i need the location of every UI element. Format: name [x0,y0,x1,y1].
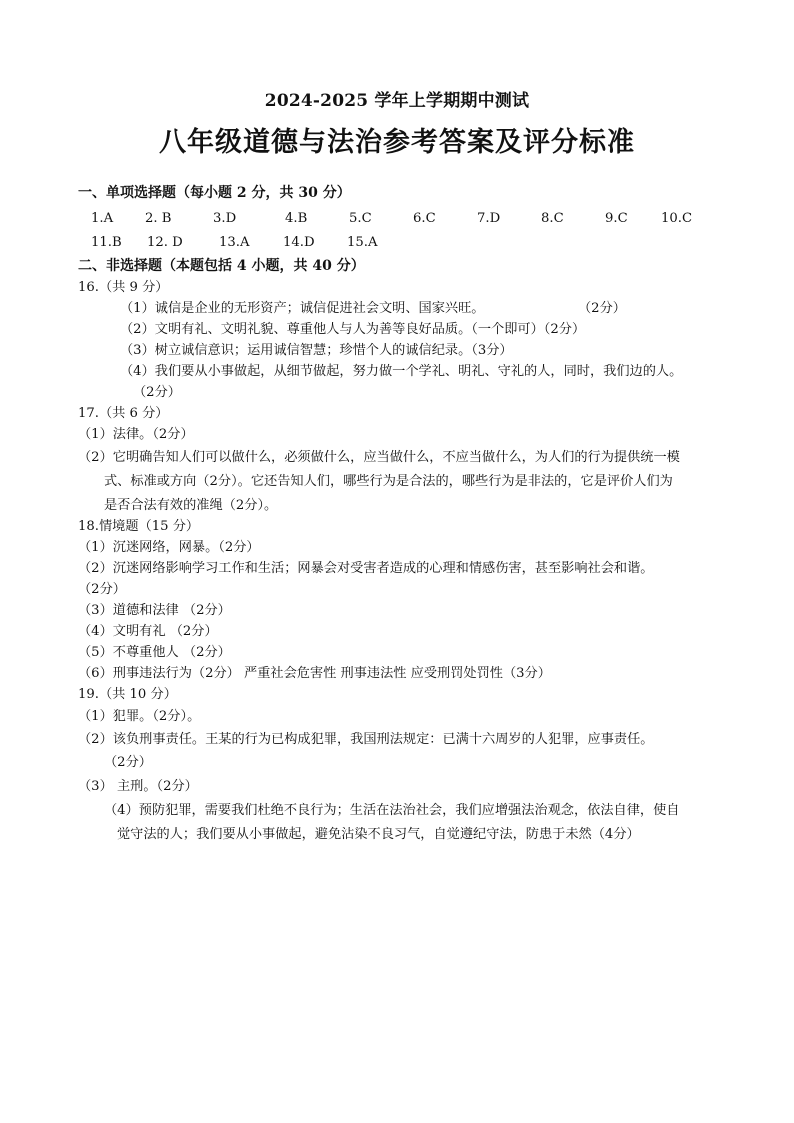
answer-line: （2分） [104,755,152,770]
answer-item: 14.D [283,235,315,250]
answer-line: （4）预防犯罪，需要我们杜绝不良行为；生活在法治社会，我们应增强法治观念，依法自律，使自 [104,803,680,818]
answer-line: （3）树立诚信意识；运用诚信智慧；珍惜个人的诚信纪录。（3分） [120,343,513,358]
question-17-label: 17.（共 6 分） [78,406,169,421]
answer-item: 12. D [147,235,183,250]
answer-item: 15.A [347,235,378,250]
answer-line: （2）沉迷网络影响学习工作和生活；网暴会对受害者造成的心理和情感伤害，甚至影响社会和谐。 [78,561,654,576]
answer-item: 5.C [349,211,372,226]
answer-item: 6.C [413,211,436,226]
answer-line: （5）不尊重他人 （2分） [78,645,231,660]
section1-heading: 一、单项选择题（每小题 2 分，共 30 分） [78,185,351,201]
section2-heading: 二、非选择题（本题包括 4 小题，共 40 分） [78,258,365,274]
answer-line: （2分） [133,385,181,400]
answer-item: 9.C [605,211,628,226]
document-title: 八年级道德与法治参考答案及评分标准 [159,127,635,158]
answer-line: （2）它明确告知人们可以做什么，必须做什么，应当做什么，不应当做什么，为人们的行为提供统一模 [78,450,680,465]
answer-line: （4）我们要从小事做起，从细节做起，努力做一个学礼、明礼、守礼的人，同时，我们边的人。 [120,364,683,379]
answer-line: （1）法律。（2分） [78,427,194,442]
answer-line: （6）刑事违法行为（2分） 严重社会危害性 刑事违法性 应受刑罚处罚性（3分） [78,666,551,681]
answer-item: 4.B [285,211,308,226]
answer-line: 式、标准或方向（2分）。它还告知人们，哪些行为是合法的，哪些行为是非法的，它是评价人们为 [104,474,673,489]
answer-line: （2）该负刑事责任。王某的行为已构成犯罪，我国刑法规定：已满十六周岁的人犯罪，应事责任。 [78,732,654,747]
answer-line: （2）文明有礼、文明礼貌、尊重他人与人为善等良好品质。（一个即可）（2分） [120,322,586,337]
answer-line: （2分） [78,582,126,597]
question-18-label: 18.情境题（15 分） [78,519,200,534]
answer-line: 是否合法有效的准绳（2分）。 [104,498,278,513]
answer-line: （1）犯罪。（2分）。 [78,709,201,724]
answer-item: 1.A [91,211,114,226]
answer-item: 8.C [541,211,564,226]
score-label: （2分） [578,301,626,316]
answer-line: （4）文明有礼 （2分） [78,624,218,639]
question-16-label: 16.（共 9 分） [78,280,169,295]
answer-item: 2. B [145,211,172,226]
answer-item: 7.D [477,211,501,226]
answer-line: 觉守法的人；我们要从小事做起，避免沾染不良习气，自觉遵纪守法，防患于未然（4分） [117,827,640,842]
answer-line: （3）道德和法律 （2分） [78,603,231,618]
answer-item: 13.A [219,235,250,250]
answer-item: 11.B [91,235,122,250]
question-19-label: 19.（共 10 分） [78,687,177,702]
answer-item: 3.D [213,211,237,226]
answer-line: （3） 主刑。（2分） [78,779,198,794]
answer-line: （1）诚信是企业的无形资产；诚信促进社会文明、国家兴旺。 [120,301,485,316]
exam-title: 2024-2025 学年上学期期中测试 [264,91,530,111]
answer-line: （1）沉迷网络，网暴。（2分） [78,540,260,555]
answer-item: 10.C [661,211,693,226]
